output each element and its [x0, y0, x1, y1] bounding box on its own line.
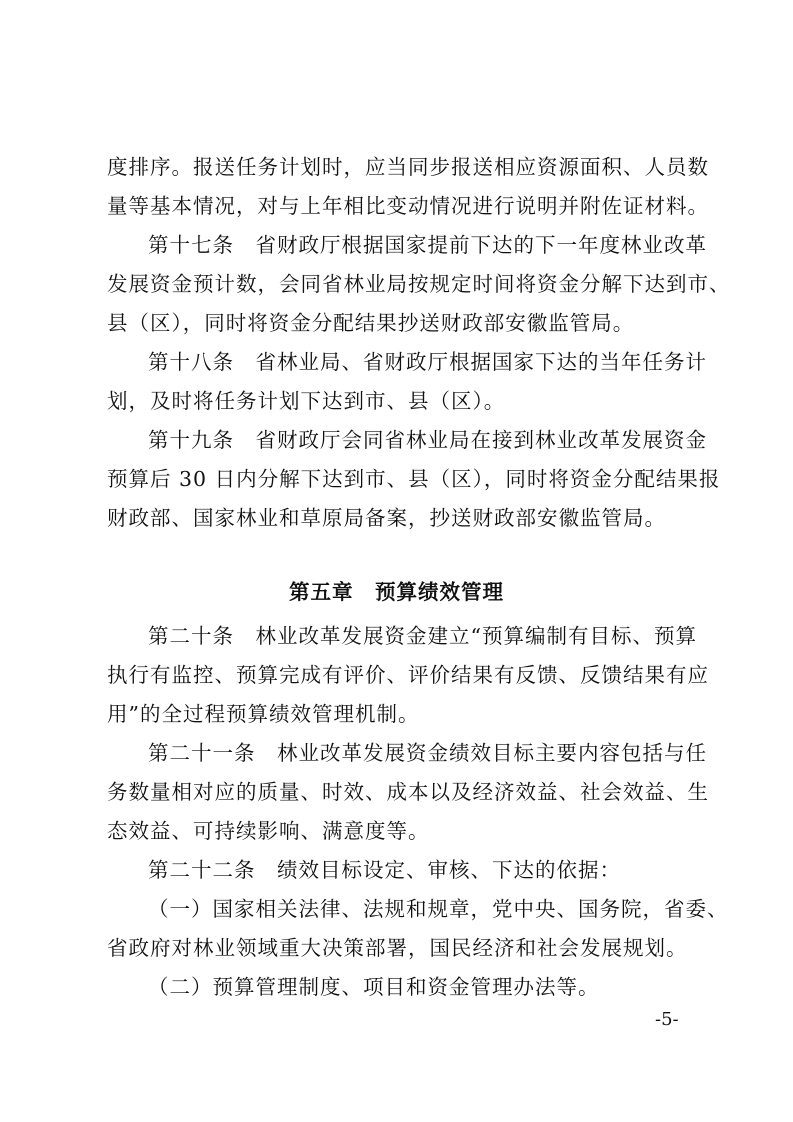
text-line: 发展资金预计数，会同省林业局按规定时间将资金分解下达到市、 [107, 272, 731, 296]
text-line: 第十九条 省财政厅会同省林业局在接到林业改革发展资金 [148, 428, 707, 452]
text-line: 县（区），同时将资金分配结果抄送财政部安徽监管局。 [107, 311, 635, 335]
text-line: 第二十二条 绩效目标设定、审核、下达的依据： [148, 858, 621, 882]
text-line: 态效益、可持续影响、满意度等。 [107, 819, 430, 843]
text-line: 第十七条 省财政厅根据国家提前下达的下一年度林业改革 [148, 233, 707, 257]
text-line: （一）国家相关法律、法规和规章，党中央、国务院，省委、 [148, 897, 729, 921]
text-line: 务数量相对应的质量、时效、成本以及经济效益、社会效益、生 [107, 780, 709, 804]
text-line: 第二十条 林业改革发展资金建立“预算编制有目标、预算 [148, 624, 697, 648]
text-line: 财政部、国家林业和草原局备案，抄送财政部安徽监管局。 [107, 506, 666, 530]
text-line: 量等基本情况，对与上年相比变动情况进行说明并附佐证材料。 [107, 194, 709, 218]
text-line: 第十八条 省林业局、省财政厅根据国家下达的当年任务计 [148, 350, 707, 374]
chapter-heading: 第五章 预算绩效管理 [289, 580, 504, 604]
text-line: 划，及时将任务计划下达到市、县（区）。 [107, 389, 506, 413]
text-line: 省政府对林业领域重大决策部署，国民经济和社会发展规划。 [107, 936, 688, 960]
text-line: 执行有监控、预算完成有评价、评价结果有反馈、反馈结果有应 [107, 663, 709, 687]
text-line: 用”的全过程预算绩效管理机制。 [107, 702, 420, 726]
text-line: 度排序。报送任务计划时，应当同步报送相应资源面积、人员数 [107, 155, 709, 179]
text-line: （二）预算管理制度、项目和资金管理办法等。 [148, 975, 600, 999]
text-line: 第二十一条 林业改革发展资金绩效目标主要内容包括与任 [148, 741, 707, 765]
text-line: 预算后 30 日内分解下达到市、县（区），同时将资金分配结果报 [107, 467, 721, 491]
page-number: -5- [655, 1009, 679, 1030]
